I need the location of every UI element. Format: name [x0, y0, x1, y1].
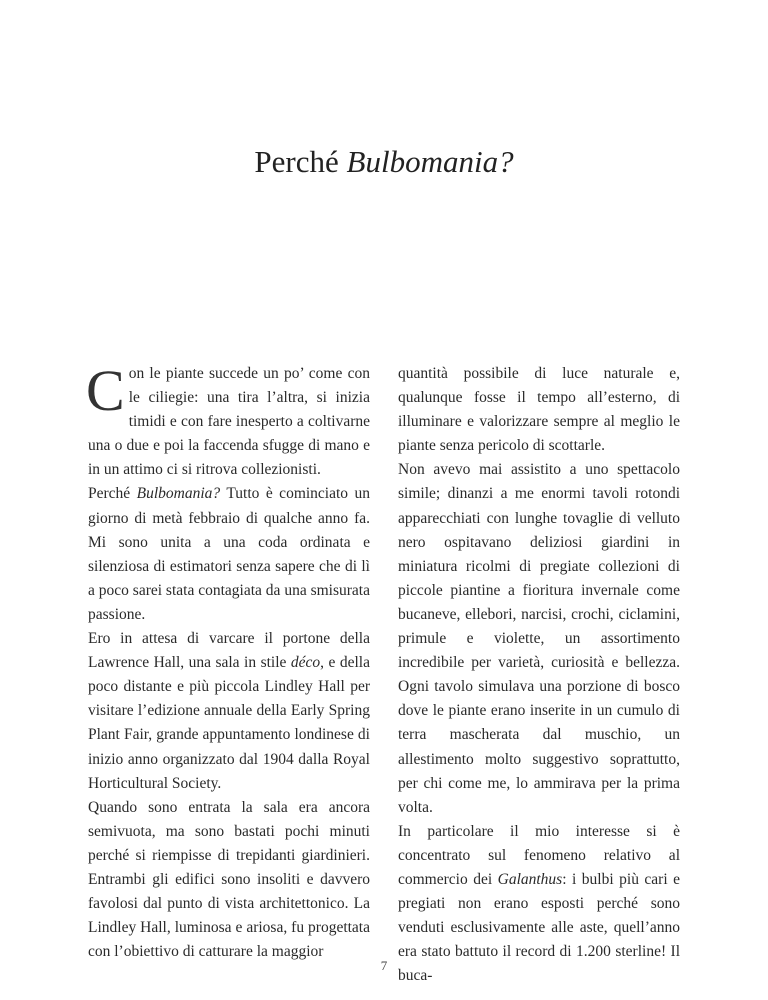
paragraph-1	[86, 358, 370, 482]
paragraph-3-emphasis: déco	[290, 654, 321, 672]
paragraph-4: Quando sono entrata la sala era ancora semivuota, ma sono bastati pochi minuti perché si riempisse di trepidanti giardinieri. Entrambi gli edifici sono insoliti e davvero favolosi dal punto di vista architettonico. La Lindley Hall, luminosa e ariosa, fu progettata con l’obiettivo di catturare la maggior	[88, 798, 370, 961]
paragraph-7-before: In particolare il mio interesse si è concentrato sul fenomeno relativo al commercio dei	[398, 822, 680, 888]
paragraph-6: Non avevo mai assistito a uno spettacolo simile; dinanzi a me enormi tavoli rotondi apparecchiati con lunghe tovaglie di velluto nero ospitavano deliziosi giardini in miniatura ricolmi di pregiate collezioni di piccole piantine a fioritura invernale come bucaneve, ellebori, narcisi, crochi, ciclamini, primule e violette, un assortimento incredibile per varietà, curiosità e bellezza. Ogni tavolo simulava una porzione di bosco dove le piante erano inserite in un cumulo di terra mascherata dal muschio, un allestimento molto suggestivo soprattutto, per chi come me, lo ammirava per la prima volta.	[398, 461, 680, 816]
paragraph-5: quantità possibile di luce naturale e, qualunque fosse il tempo all’esterno, di illuminare e valorizzare sempre al meglio le piante senza pericolo di scottarle.	[398, 365, 680, 455]
paragraph-2-emphasis: Bulbomania?	[136, 485, 221, 503]
title-emphasis: Bulbomania?	[346, 144, 514, 179]
paragraph-2	[88, 482, 370, 627]
page-number: 7	[380, 958, 388, 973]
paragraph-7-after: : i bulbi più cari e pregiati non erano esposti perché sono venduti esclusivamente alle aste, quell’anno era stato battuto il record di 1.200 sterline! Il buca-	[398, 870, 681, 985]
paragraph-3	[88, 627, 370, 796]
paragraph-2-before: Perché	[88, 485, 137, 503]
paragraph-1-text: on le piante succede un po’ come con le ciliegie: una tira l’altra, si inizia timidi e con fare inesperto a coltivarne una o due e poi la faccenda sfugge di mano e in un attimo ci si ritrova collezionisti.	[88, 365, 370, 479]
paragraph-3-before: Ero in attesa di varcare il portone della Lawrence Hall, una sala in stile	[88, 630, 370, 672]
title-prefix: Perché	[254, 144, 347, 179]
right-column	[398, 362, 680, 988]
page-title	[0, 142, 768, 182]
paragraph-7-emphasis: Galanthus	[497, 870, 563, 888]
paragraph-2-after: Tutto è cominciato un giorno di metà febbraio di qualche anno fa. Mi sono unita a una coda ordinata e silenziosa di estimatori senza sapere che di lì a poco sarei stata contagiata da una smisurata passione.	[88, 485, 371, 623]
paragraph-3-after: , e della poco distante e più piccola Lindley Hall per visitare l’edizione annuale della Early Spring Plant Fair, grande appuntamento londinese di inizio anno organizzato dal 1904 dalla Royal Horticultural Society.	[88, 654, 370, 792]
left-column	[86, 358, 371, 964]
drop-cap: C	[86, 358, 125, 423]
